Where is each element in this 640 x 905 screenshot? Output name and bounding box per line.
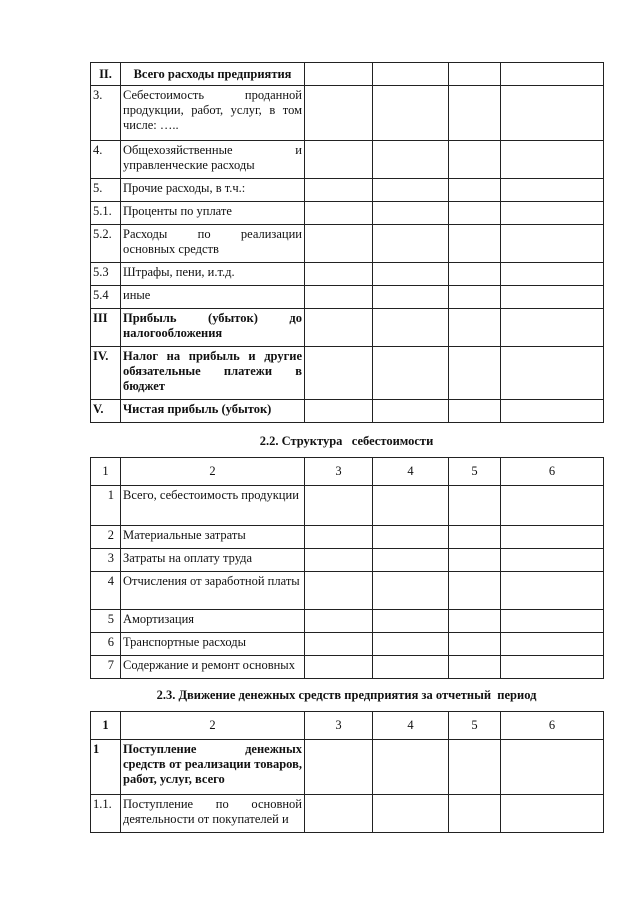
value-cell: [449, 656, 501, 679]
value-cell: [449, 400, 501, 423]
section-caption-cost-structure: 2.2. Структура себестоимости: [259, 434, 434, 448]
value-cell: [373, 347, 449, 400]
value-cell: [305, 225, 373, 263]
table-row: [91, 86, 604, 141]
value-cell: [501, 141, 604, 179]
value-cell: [501, 202, 604, 225]
value-cell: [449, 740, 501, 795]
column-header: 1: [91, 712, 121, 740]
table-row: [91, 202, 604, 225]
row-label: Прочие расходы, в т.ч.:: [121, 179, 305, 202]
row-number: 2: [91, 526, 121, 549]
column-header: 4: [373, 458, 449, 486]
table-row: [91, 309, 604, 347]
value-cell: [449, 486, 501, 526]
row-number: 7: [91, 656, 121, 679]
value-cell: [449, 86, 501, 141]
value-cell: [305, 526, 373, 549]
table-row: [91, 656, 604, 679]
row-number: 1.1.: [91, 795, 121, 833]
cash-flow-table: [90, 711, 604, 833]
row-label: Штрафы, пени, и.т.д.: [121, 263, 305, 286]
table-row: [91, 400, 604, 423]
section-caption-cash-flow: 2.3. Движение денежных средств предприятия за отчетный период: [156, 688, 537, 702]
value-cell: [373, 400, 449, 423]
value-cell: [449, 526, 501, 549]
row-number: 6: [91, 633, 121, 656]
value-cell: [305, 549, 373, 572]
value-cell: [305, 86, 373, 141]
value-cell: [373, 633, 449, 656]
value-cell: [501, 179, 604, 202]
value-cell: [501, 63, 604, 86]
row-label: Общехозяйственные и управленческие расходы: [121, 141, 305, 179]
column-header: 5: [449, 458, 501, 486]
column-header: 2: [121, 712, 305, 740]
table-row: [91, 63, 604, 86]
value-cell: [501, 526, 604, 549]
table-row: [91, 633, 604, 656]
value-cell: [373, 572, 449, 610]
row-label: Прибыль (убыток) до налогообложения: [121, 309, 305, 347]
row-label: Всего расходы предприятия: [121, 63, 305, 86]
value-cell: [373, 656, 449, 679]
value-cell: [449, 141, 501, 179]
column-header: 4: [373, 712, 449, 740]
value-cell: [501, 486, 604, 526]
column-header: 6: [501, 458, 604, 486]
table-row: [91, 526, 604, 549]
row-label: Материальные затраты: [121, 526, 305, 549]
value-cell: [449, 795, 501, 833]
value-cell: [449, 610, 501, 633]
value-cell: [373, 309, 449, 347]
value-cell: [305, 610, 373, 633]
value-cell: [501, 286, 604, 309]
value-cell: [501, 263, 604, 286]
value-cell: [449, 202, 501, 225]
table-row: [91, 141, 604, 179]
row-number: 5.4: [91, 286, 121, 309]
column-header: 3: [305, 712, 373, 740]
row-label: Себестоимость проданной продукции, работ, услуг, в том числе: …..: [121, 86, 305, 141]
value-cell: [305, 309, 373, 347]
row-number: 4: [91, 572, 121, 610]
table-row: [91, 572, 604, 610]
row-number: 3.: [91, 86, 121, 141]
table-row: [91, 740, 604, 795]
value-cell: [501, 610, 604, 633]
row-label: Затраты на оплату труда: [121, 549, 305, 572]
value-cell: [373, 795, 449, 833]
value-cell: [449, 179, 501, 202]
table-row: [91, 225, 604, 263]
row-label: Амортизация: [121, 610, 305, 633]
row-number: 1: [91, 486, 121, 526]
value-cell: [501, 400, 604, 423]
value-cell: [305, 633, 373, 656]
value-cell: [501, 309, 604, 347]
column-header: 5: [449, 712, 501, 740]
value-cell: [305, 63, 373, 86]
value-cell: [373, 63, 449, 86]
value-cell: [305, 286, 373, 309]
value-cell: [305, 740, 373, 795]
value-cell: [501, 740, 604, 795]
table-row: [91, 610, 604, 633]
value-cell: [305, 400, 373, 423]
row-label: Отчисления от заработной платы: [121, 572, 305, 610]
value-cell: [449, 225, 501, 263]
value-cell: [373, 179, 449, 202]
value-cell: [373, 86, 449, 141]
table-header-row: [91, 458, 604, 486]
row-label: Всего, себестоимость продукции: [121, 486, 305, 526]
row-number: 5.3: [91, 263, 121, 286]
value-cell: [305, 572, 373, 610]
row-number: 1: [91, 740, 121, 795]
row-number: 5.2.: [91, 225, 121, 263]
value-cell: [449, 633, 501, 656]
value-cell: [305, 263, 373, 286]
row-label: Расходы по реализации основных средств: [121, 225, 305, 263]
column-header: 3: [305, 458, 373, 486]
row-number: 3: [91, 549, 121, 572]
value-cell: [373, 610, 449, 633]
value-cell: [373, 740, 449, 795]
value-cell: [501, 347, 604, 400]
table-row: [91, 347, 604, 400]
row-number: 5: [91, 610, 121, 633]
row-number: 5.: [91, 179, 121, 202]
table-row: [91, 286, 604, 309]
value-cell: [373, 286, 449, 309]
row-label: Проценты по уплате: [121, 202, 305, 225]
value-cell: [449, 549, 501, 572]
value-cell: [501, 656, 604, 679]
table-row: [91, 486, 604, 526]
table-row: [91, 179, 604, 202]
row-label: иные: [121, 286, 305, 309]
value-cell: [449, 263, 501, 286]
value-cell: [449, 572, 501, 610]
value-cell: [501, 86, 604, 141]
value-cell: [501, 572, 604, 610]
value-cell: [449, 286, 501, 309]
value-cell: [305, 486, 373, 526]
table-row: [91, 795, 604, 833]
value-cell: [305, 656, 373, 679]
cost-structure-table: [90, 457, 604, 679]
table-header-row: [91, 712, 604, 740]
row-number: V.: [91, 400, 121, 423]
value-cell: [373, 486, 449, 526]
row-number: II.: [91, 63, 121, 86]
value-cell: [373, 225, 449, 263]
value-cell: [373, 526, 449, 549]
value-cell: [501, 795, 604, 833]
expenses-table: [90, 62, 604, 423]
table-row: [91, 549, 604, 572]
value-cell: [449, 309, 501, 347]
value-cell: [305, 179, 373, 202]
row-label: Налог на прибыль и другие обязательные платежи в бюджет: [121, 347, 305, 400]
row-label: Поступление денежных средств от реализации товаров, работ, услуг, всего: [121, 740, 305, 795]
row-label: Чистая прибыль (убыток): [121, 400, 305, 423]
table-row: [91, 263, 604, 286]
value-cell: [305, 347, 373, 400]
value-cell: [449, 347, 501, 400]
value-cell: [305, 795, 373, 833]
row-number: 5.1.: [91, 202, 121, 225]
value-cell: [501, 633, 604, 656]
row-label: Транспортные расходы: [121, 633, 305, 656]
value-cell: [501, 225, 604, 263]
column-header: 2: [121, 458, 305, 486]
value-cell: [305, 202, 373, 225]
value-cell: [501, 549, 604, 572]
row-number: IV.: [91, 347, 121, 400]
row-number: III: [91, 309, 121, 347]
value-cell: [373, 141, 449, 179]
column-header: 6: [501, 712, 604, 740]
row-number: 4.: [91, 141, 121, 179]
value-cell: [373, 549, 449, 572]
row-label: Поступление по основной деятельности от покупателей и: [121, 795, 305, 833]
value-cell: [305, 141, 373, 179]
value-cell: [373, 263, 449, 286]
row-label: Содержание и ремонт основных: [121, 656, 305, 679]
column-header: 1: [91, 458, 121, 486]
value-cell: [449, 63, 501, 86]
value-cell: [373, 202, 449, 225]
